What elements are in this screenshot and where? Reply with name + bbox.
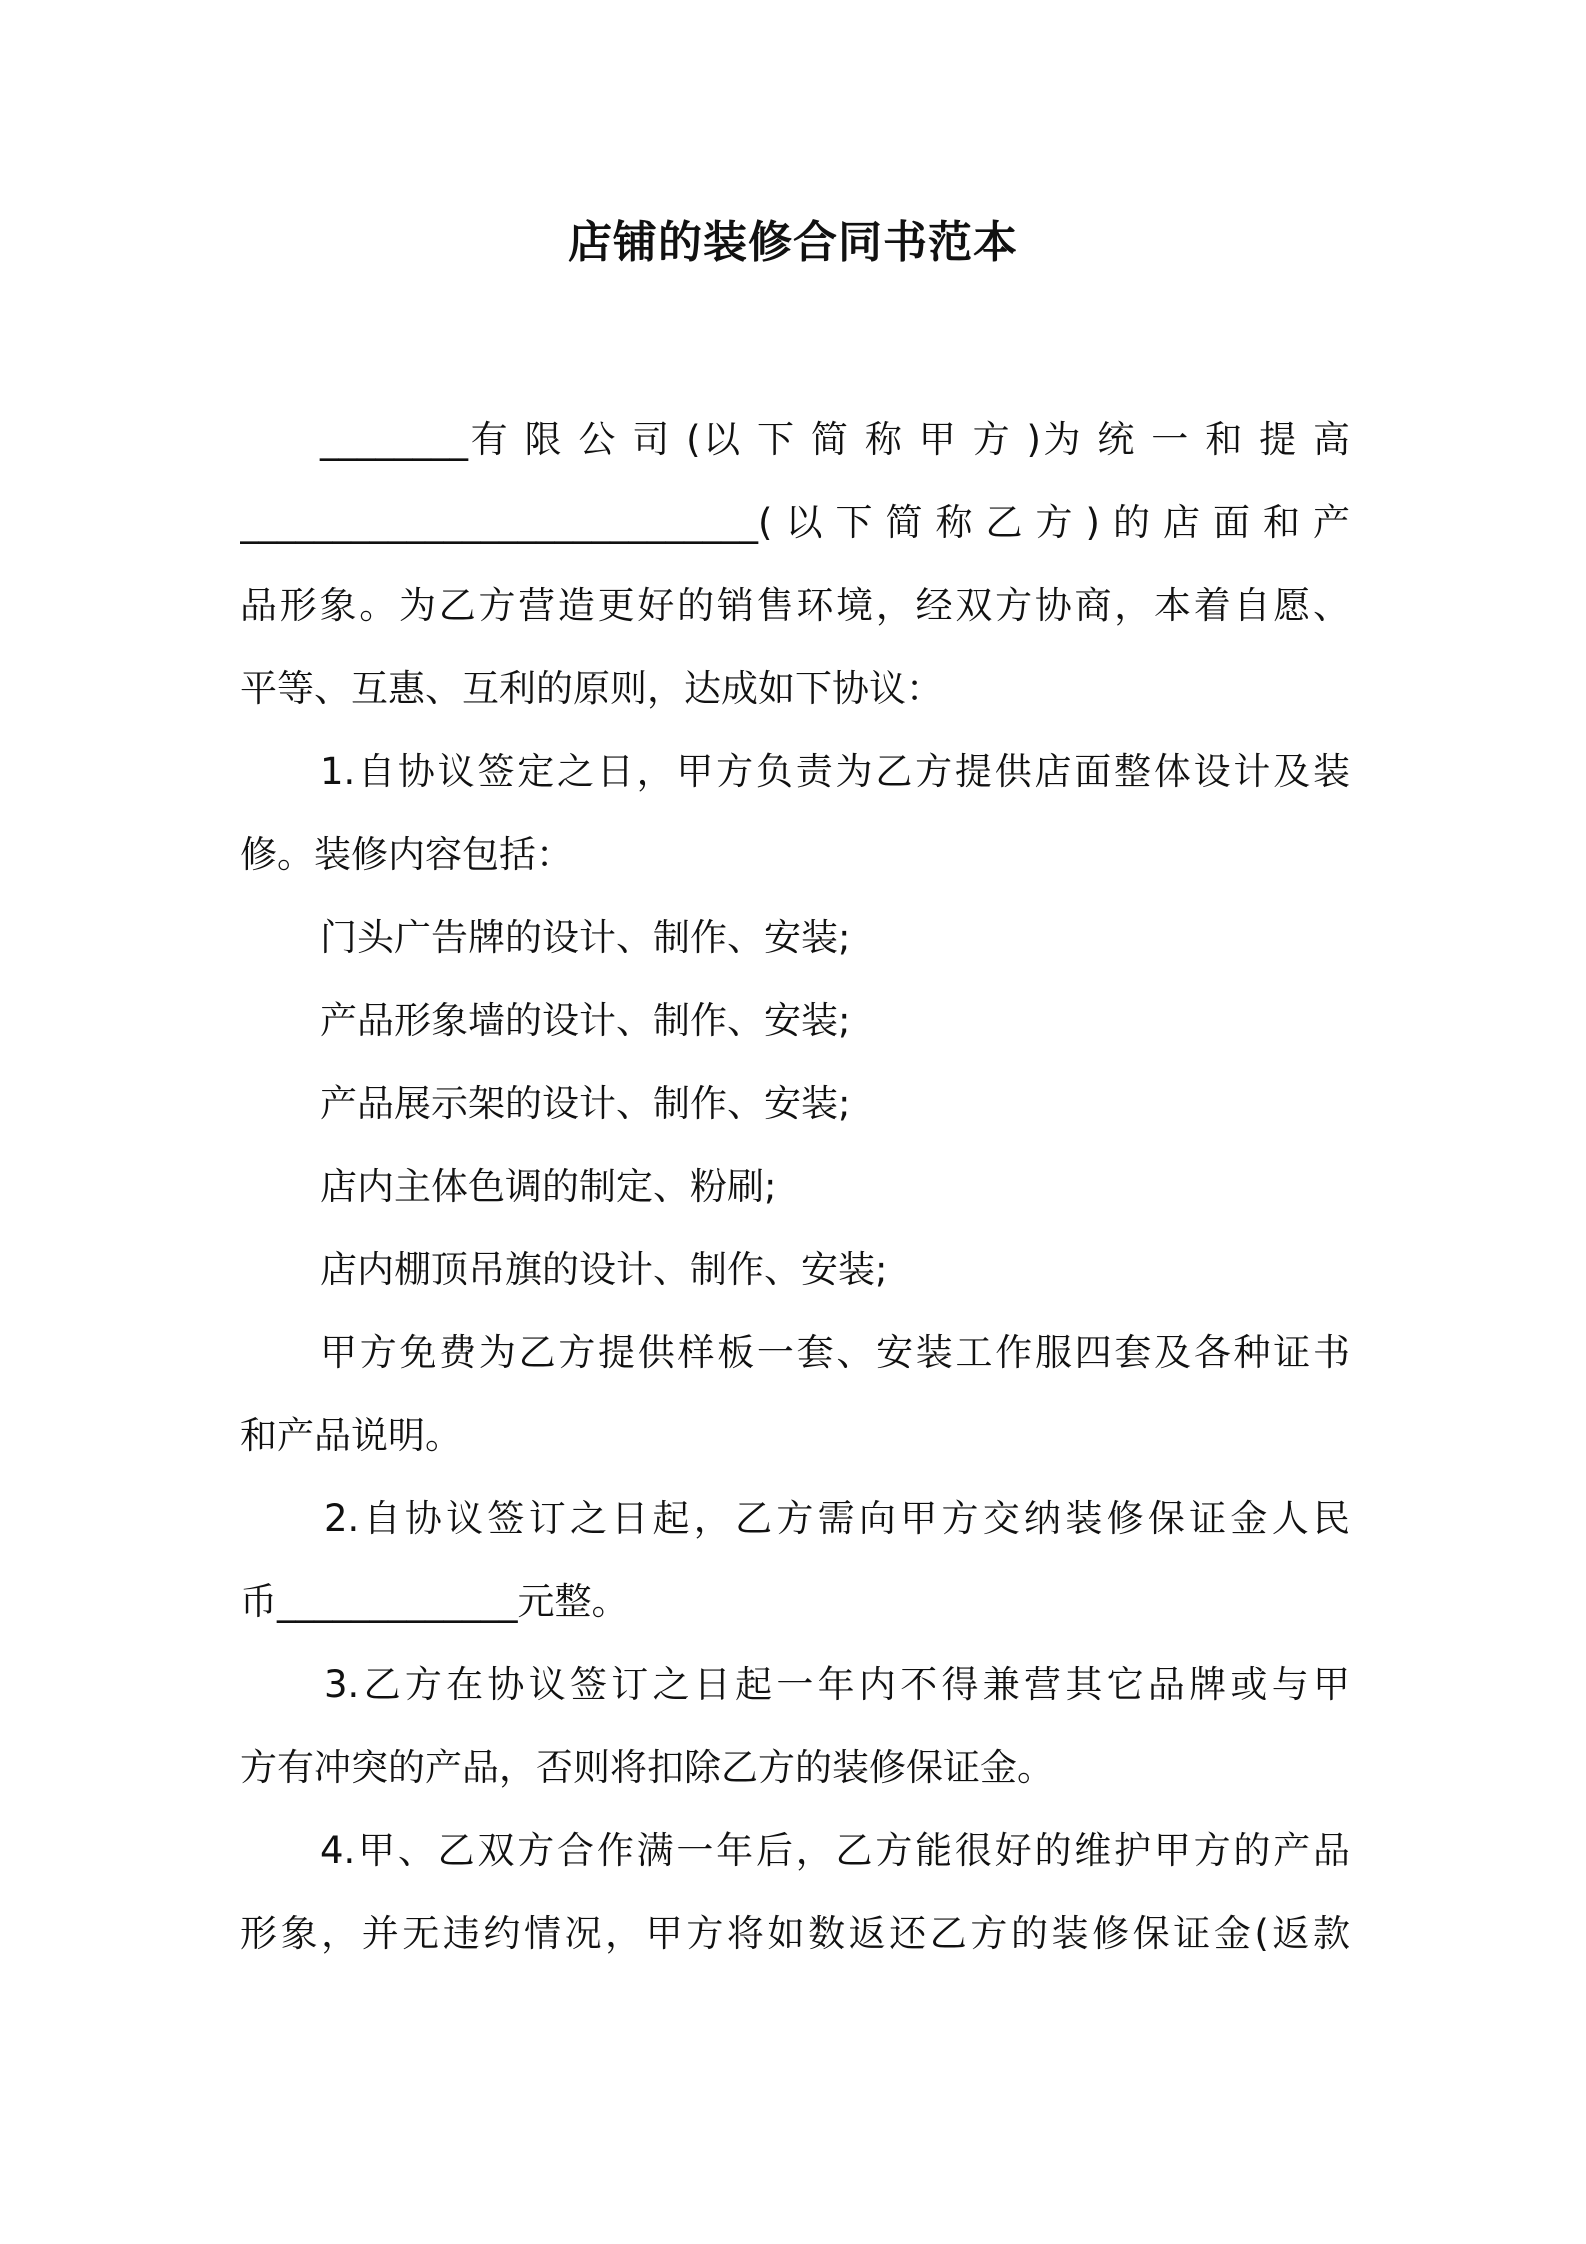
list-item: 产品展示架的设计、制作、安装; bbox=[320, 1082, 851, 1125]
paragraph-line: 2.自协议签订之日起，乙方需向甲方交纳装修保证金人民 bbox=[324, 1497, 1350, 1540]
document-body bbox=[240, 398, 1350, 1975]
paragraph-line: 形象，并无违约情况，甲方将如数返还乙方的装修保证金(返款 bbox=[240, 1912, 1350, 1955]
paragraph-line: ________有 限 公 司 (以 下 简 称 甲 方 )为 统 一 和 提 高 bbox=[320, 418, 1350, 461]
paragraph-line: 品形象。为乙方营造更好的销售环境，经双方协商，本着自愿、 bbox=[240, 584, 1350, 627]
paragraph-line: 币_____________元整。 bbox=[240, 1580, 629, 1623]
paragraph-line: 3.乙方在协议签订之日起一年内不得兼营其它品牌或与甲 bbox=[324, 1663, 1350, 1706]
list-item: 产品形象墙的设计、制作、安装; bbox=[320, 999, 851, 1042]
paragraph-line: 甲方免费为乙方提供样板一套、安装工作服四套及各种证书 bbox=[320, 1331, 1350, 1374]
paragraph-line: 4.甲、乙双方合作满一年后，乙方能很好的维护甲方的产品 bbox=[320, 1829, 1350, 1872]
paragraph-line: 修。装修内容包括： bbox=[240, 833, 573, 876]
document-title: 店铺的装修合同书范本 bbox=[568, 217, 1018, 268]
paragraph-line: 1.自协议签定之日，甲方负责为乙方提供店面整体设计及装 bbox=[320, 750, 1350, 793]
paragraph-line: 平等、互惠、互利的原则，达成如下协议： bbox=[240, 667, 943, 710]
paragraph-line: 方有冲突的产品，否则将扣除乙方的装修保证金。 bbox=[240, 1746, 1054, 1789]
paragraph-line: 和产品说明。 bbox=[240, 1414, 462, 1457]
list-item: 店内棚顶吊旗的设计、制作、安装; bbox=[320, 1248, 888, 1291]
list-item: 店内主体色调的制定、粉刷; bbox=[320, 1165, 777, 1208]
paragraph-line: ____________________________(以下简称乙方)的店面和产 bbox=[240, 501, 1350, 544]
list-item: 门头广告牌的设计、制作、安装; bbox=[320, 916, 851, 959]
